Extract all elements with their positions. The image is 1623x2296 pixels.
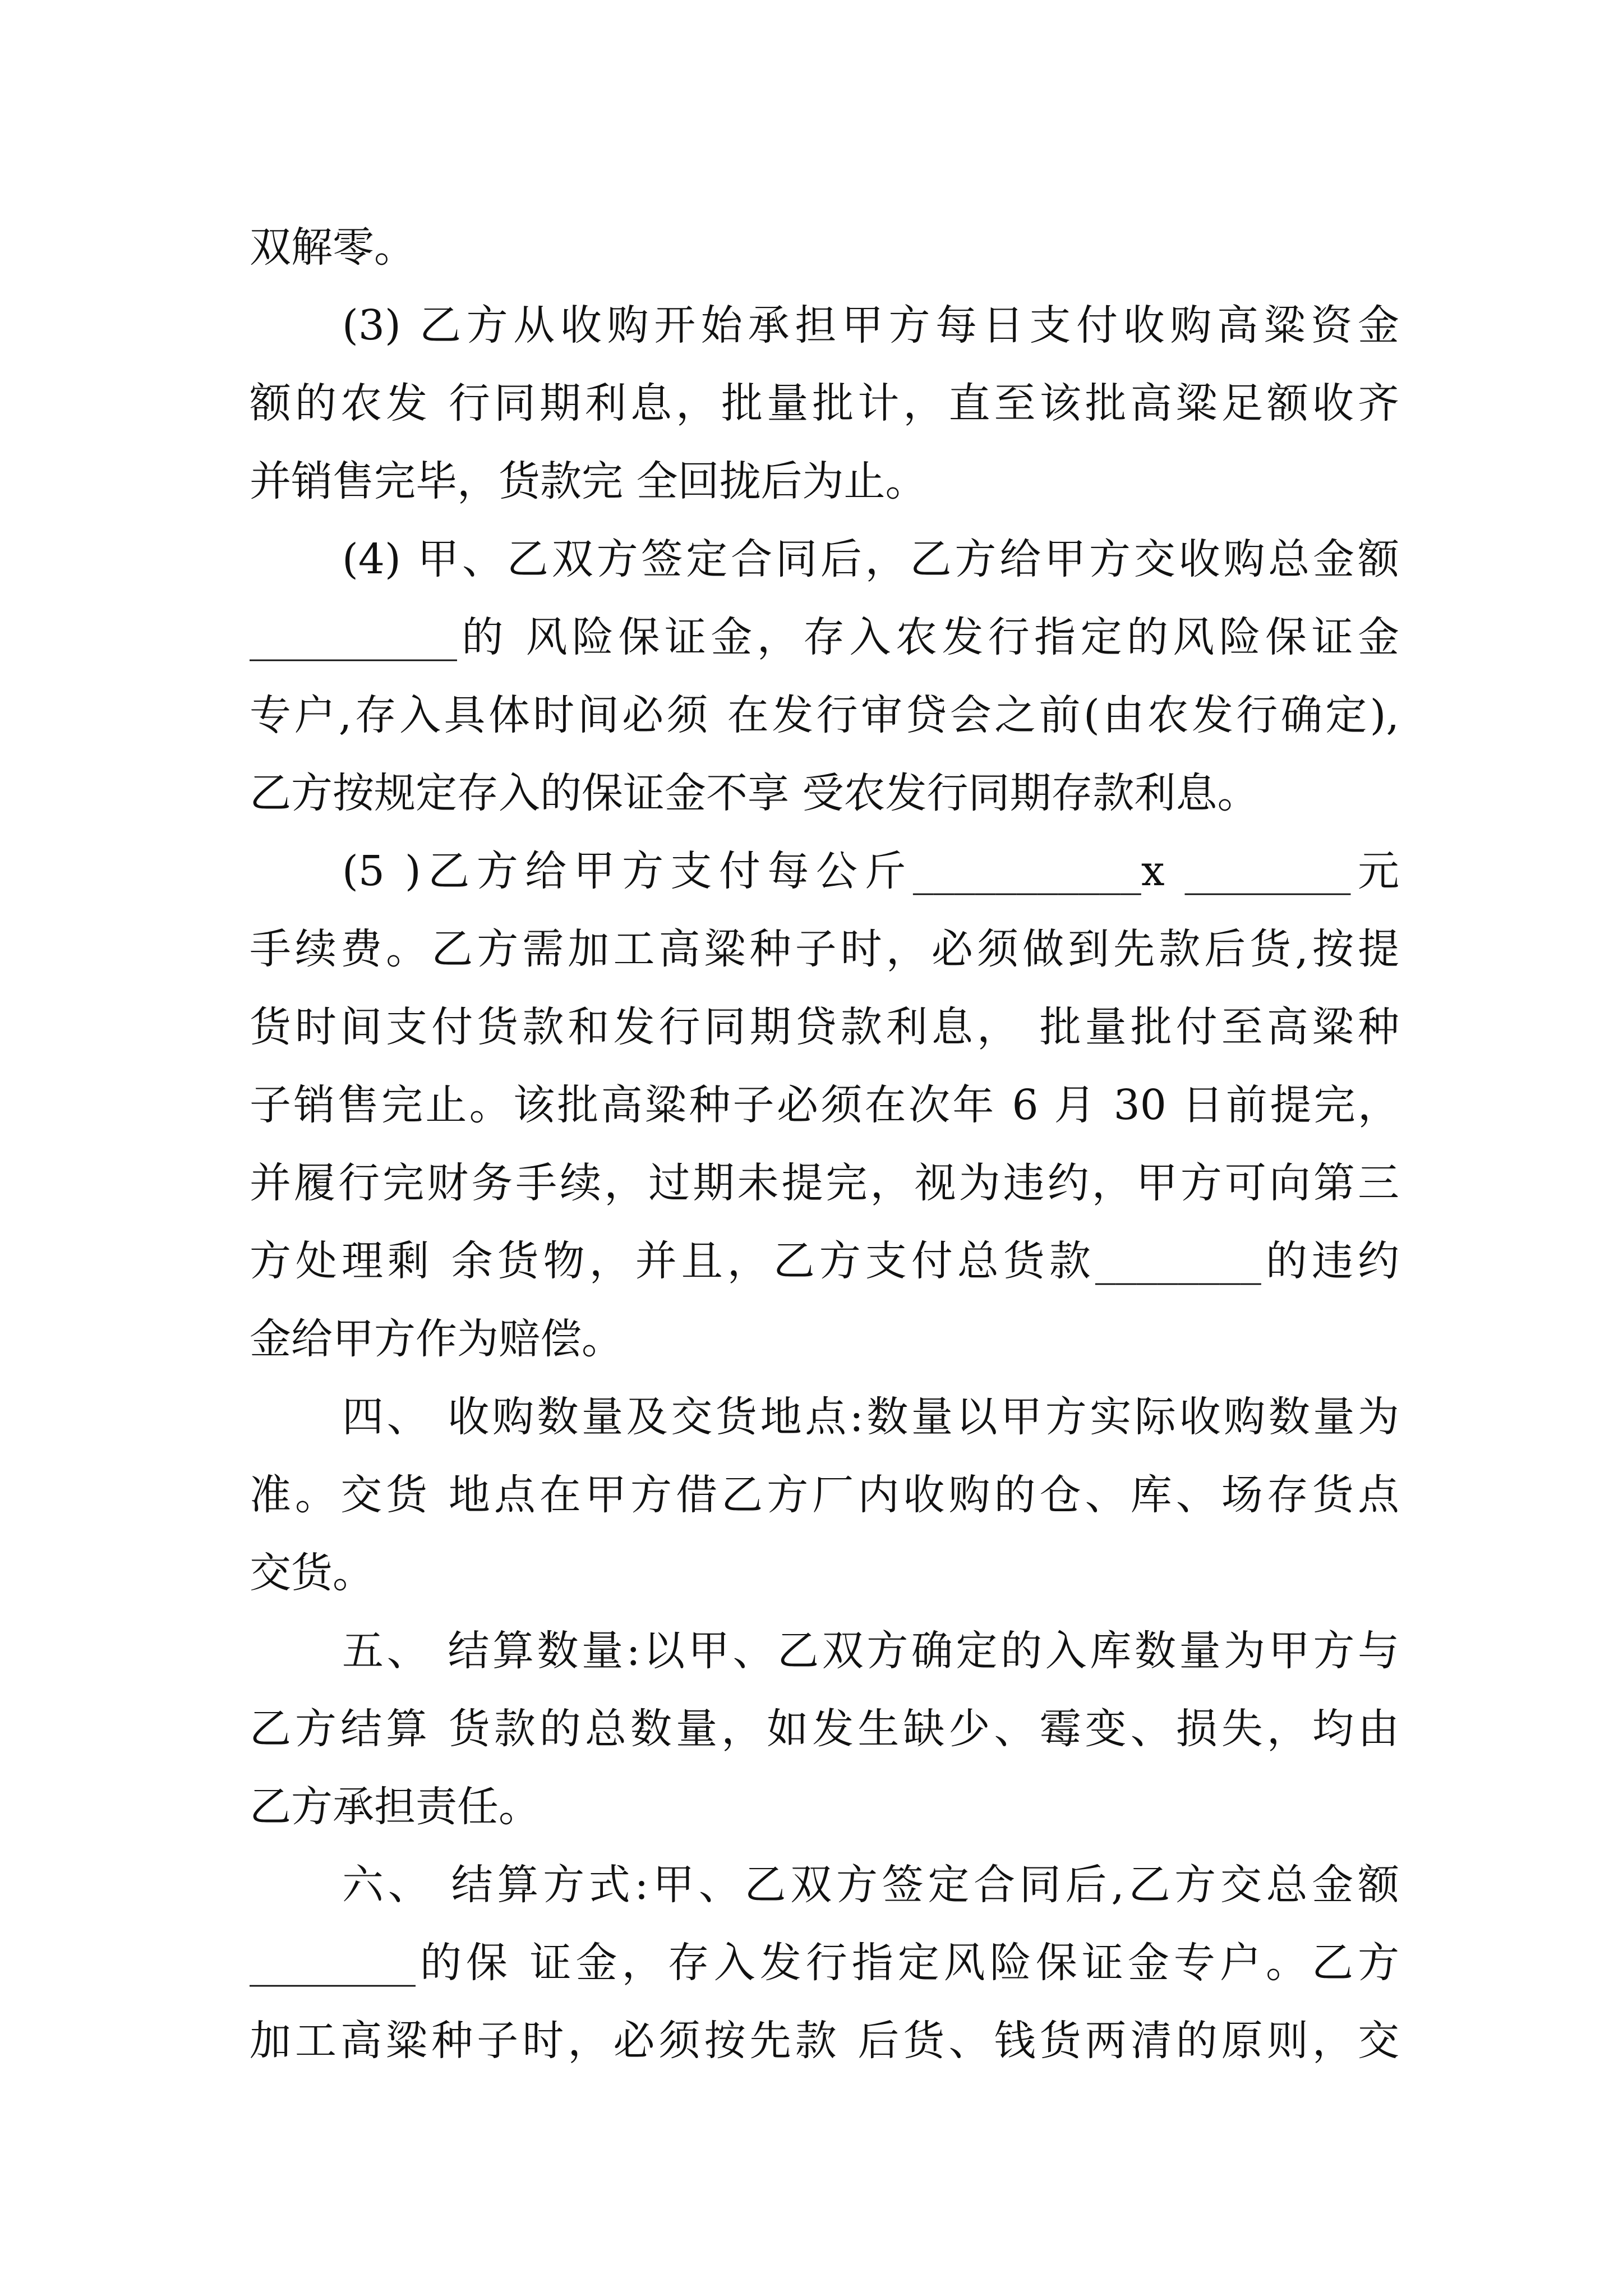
text-line: 货时间支付货款和发行同期贷款利息， 批量批付至高粱种 [250, 1003, 1399, 1051]
text-line: 方处理剩 余货物，并且，乙方支付总货款________的违约 [250, 1237, 1399, 1285]
text-line: 乙方结算 货款的总数量，如发生缺少、霉变、损失，均由 [250, 1705, 1399, 1753]
text-line: 乙方按规定存入的保证金不享 受农发行同期存款利息。 [250, 769, 1259, 817]
text-line: 交货。 [250, 1549, 374, 1597]
text-line: __________的 风险保证金，存入农发行指定的风险保证金 [250, 613, 1399, 661]
text-line: 四、 收购数量及交货地点:数量以甲方实际收购数量为 [342, 1393, 1399, 1441]
text-line: 并履行完财务手续，过期未提完，视为违约，甲方可向第三 [250, 1159, 1399, 1207]
text-line: (5 )乙方给甲方支付每公斤___________x ________元 [342, 847, 1399, 895]
text-line: 额的农发 行同期利息，批量批计，直至该批高粱足额收齐 [250, 379, 1399, 427]
text-line: 专户,存入具体时间必须 在发行审贷会之前(由农发行确定), [250, 691, 1399, 739]
text-line: ________的保 证金，存入发行指定风险保证金专户。乙方 [250, 1939, 1399, 1987]
text-line: (3) 乙方从收购开始承担甲方每日支付收购高粱资金 [342, 301, 1399, 349]
text-line: 并销售完毕，货款完 全回拢后为止。 [250, 457, 927, 505]
text-line: 双解零。 [250, 223, 416, 272]
text-line: 手续费。乙方需加工高粱种子时，必须做到先款后货,按提 [250, 925, 1399, 973]
text-line: 准。交货 地点在甲方借乙方厂内收购的仓、库、场存货点 [250, 1471, 1399, 1519]
text-line: 乙方承担责任。 [250, 1783, 540, 1831]
document-body [250, 209, 1399, 2080]
text-line: (4) 甲、乙双方签定合同后，乙方给甲方交收购总金额 [342, 535, 1399, 583]
text-line: 加工高粱种子时，必须按先款 后货、钱货两清的原则，交 [250, 2017, 1399, 2065]
text-line: 五、 结算数量:以甲、乙双方确定的入库数量为甲方与 [342, 1627, 1399, 1675]
text-line: 金给甲方作为赔偿。 [250, 1315, 623, 1363]
text-line: 子销售完止。该批高粱种子必须在次年 6 月 30 日前提完， [250, 1081, 1399, 1129]
text-line: 六、 结算方式:甲、乙双方签定合同后,乙方交总金额 [342, 1861, 1399, 1909]
